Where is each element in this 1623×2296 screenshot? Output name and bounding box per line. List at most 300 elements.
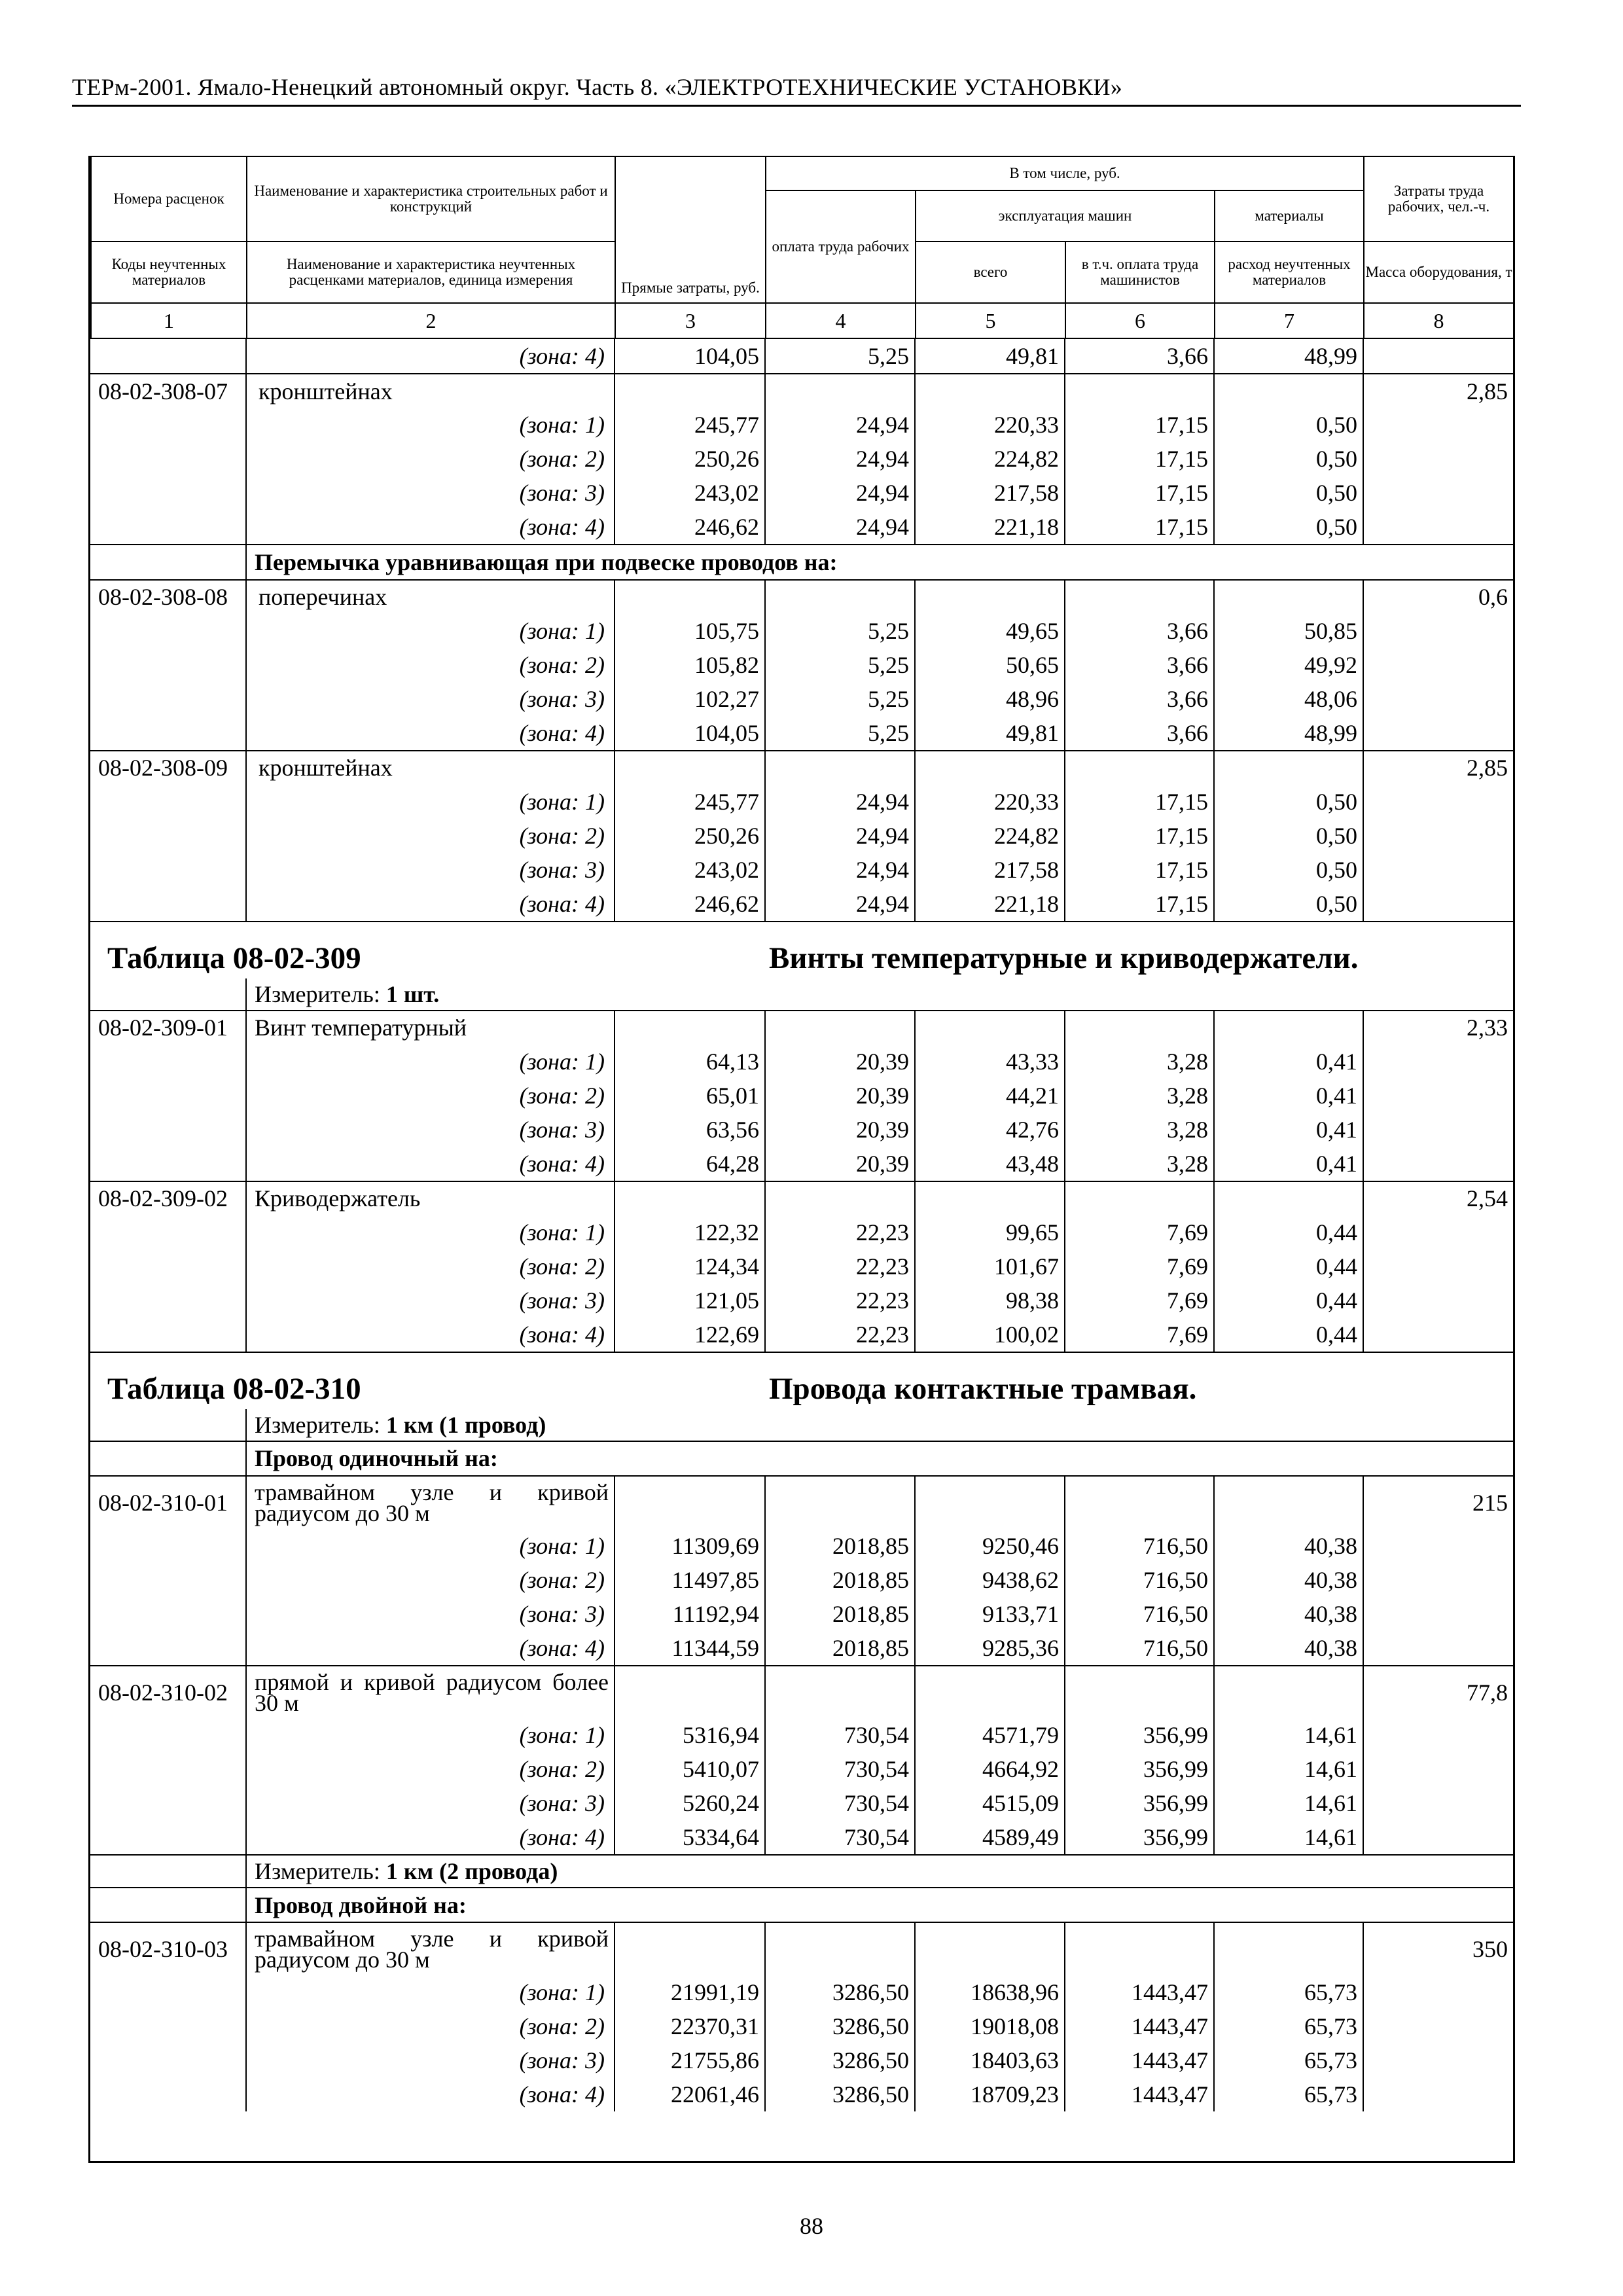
value-cell: 17,15: [1065, 442, 1214, 476]
value-cell: [765, 1011, 915, 1045]
col-labor-costs: Затраты труда рабочих, чел.-ч.: [1364, 156, 1514, 242]
col-worker-pay: оплата труда рабочих: [766, 190, 916, 303]
labor-cell: 2,85: [1363, 374, 1513, 408]
meter-value: 1 км (2 провода): [385, 1857, 558, 1884]
zone-label: (зона: 2): [246, 648, 615, 682]
value-cell: [1065, 1476, 1214, 1529]
value-cell: 121,05: [615, 1283, 765, 1318]
zone-label: (зона: 4): [246, 2077, 615, 2111]
value-cell: 20,39: [765, 1147, 915, 1181]
zone-label: (зона: 1): [246, 1215, 615, 1249]
value-cell: 40,38: [1214, 1529, 1363, 1563]
rate-code: 08-02-310-02: [90, 1666, 246, 1719]
value-cell: 21991,19: [615, 1975, 765, 2009]
col-unaccounted-materials: расход неучтенных материалов: [1215, 242, 1364, 303]
value-cell: 9250,46: [915, 1529, 1065, 1563]
item-name: кронштейнах: [246, 751, 615, 785]
value-cell: 2018,85: [765, 1631, 915, 1666]
value-cell: 0,41: [1214, 1113, 1363, 1147]
value-cell: 221,18: [915, 510, 1065, 545]
value-cell: 1443,47: [1065, 1975, 1214, 2009]
table-row: [90, 1113, 1513, 1147]
table-title-row: [90, 1352, 1513, 1409]
value-cell: 50,85: [1214, 614, 1363, 648]
value-cell: 50,65: [915, 648, 1065, 682]
rate-code-cell: [90, 1147, 246, 1181]
labor-cell: [1363, 2043, 1513, 2077]
value-cell: 0,41: [1214, 1045, 1363, 1079]
value-cell: 243,02: [615, 853, 765, 887]
labor-cell: [1363, 1147, 1513, 1181]
table-row: [90, 1752, 1513, 1786]
header-rule: [72, 105, 1521, 107]
value-cell: [1214, 374, 1363, 408]
value-cell: 11309,69: [615, 1529, 765, 1563]
zone-label: (зона: 2): [246, 2009, 615, 2043]
value-cell: 40,38: [1214, 1563, 1363, 1597]
col-name-bottom: Наименование и характеристика неучтенных расценками материалов, единица измерения: [247, 242, 615, 303]
value-cell: 9438,62: [915, 1563, 1065, 1597]
table-label: Таблица 08-02-310: [90, 1352, 765, 1409]
value-cell: 11497,85: [615, 1563, 765, 1597]
table-row: [90, 2077, 1513, 2111]
col-number: 1: [91, 303, 247, 338]
rate-code-cell: [90, 1719, 246, 1753]
table-row: [90, 2009, 1513, 2043]
value-cell: 0,41: [1214, 1079, 1363, 1113]
col-number: 7: [1215, 303, 1364, 338]
value-cell: 2018,85: [765, 1529, 915, 1563]
value-cell: 0,44: [1214, 1249, 1363, 1283]
zone-label: (зона: 1): [246, 408, 615, 442]
value-cell: 5410,07: [615, 1752, 765, 1786]
rate-code-cell: [90, 2009, 246, 2043]
labor-cell: [1363, 1786, 1513, 1820]
meter-row: [90, 1409, 1513, 1441]
table-row: [90, 716, 1513, 751]
value-cell: [765, 1666, 915, 1719]
value-cell: 716,50: [1065, 1529, 1214, 1563]
value-cell: 1443,47: [1065, 2043, 1214, 2077]
rate-code-cell: [90, 476, 246, 510]
rate-code: 08-02-310-01: [90, 1476, 246, 1529]
table-title: Винты температурные и криводержатели.: [765, 922, 1513, 978]
value-cell: 5,25: [765, 339, 915, 374]
rate-code-cell: [90, 716, 246, 751]
table-row: [90, 887, 1513, 922]
zone-label: (зона: 4): [246, 1318, 615, 1352]
value-cell: 48,06: [1214, 682, 1363, 716]
labor-cell: [1363, 1631, 1513, 1666]
value-cell: 0,50: [1214, 442, 1363, 476]
blank-cell: [90, 978, 246, 1011]
rate-code-cell: [90, 1597, 246, 1631]
zone-label: (зона: 3): [246, 1283, 615, 1318]
value-cell: 250,26: [615, 442, 765, 476]
value-cell: [1214, 751, 1363, 785]
labor-cell: [1363, 1079, 1513, 1113]
zone-label: (зона: 4): [246, 1820, 615, 1855]
value-cell: 17,15: [1065, 853, 1214, 887]
col-number: 5: [916, 303, 1065, 338]
zone-label: (зона: 1): [246, 1975, 615, 2009]
rate-code-cell: [90, 887, 246, 922]
value-cell: 356,99: [1065, 1752, 1214, 1786]
value-cell: 11344,59: [615, 1631, 765, 1666]
table-row: [90, 2043, 1513, 2077]
value-cell: 49,81: [915, 716, 1065, 751]
value-cell: [915, 1476, 1065, 1529]
value-cell: [615, 1476, 765, 1529]
blank-cell: [90, 1441, 246, 1477]
rate-code-cell: [90, 853, 246, 887]
rate-code-cell: [90, 1786, 246, 1820]
value-cell: 44,21: [915, 1079, 1065, 1113]
value-cell: [615, 1181, 765, 1216]
value-cell: 17,15: [1065, 408, 1214, 442]
zone-label: (зона: 2): [246, 1249, 615, 1283]
value-cell: 104,05: [615, 339, 765, 374]
value-cell: [1214, 1476, 1363, 1529]
value-cell: [765, 1922, 915, 1975]
value-cell: 0,50: [1214, 510, 1363, 545]
section-heading-text: Перемычка уравнивающая при подвеске проводов на:: [246, 545, 1513, 580]
labor-cell: [1363, 785, 1513, 819]
table-row: [90, 339, 1513, 374]
value-cell: 20,39: [765, 1045, 915, 1079]
value-cell: 5,25: [765, 682, 915, 716]
labor-cell: 0,6: [1363, 580, 1513, 615]
value-cell: 0,50: [1214, 408, 1363, 442]
value-cell: [615, 751, 765, 785]
zone-label: (зона: 3): [246, 476, 615, 510]
zone-label: (зона: 1): [246, 1045, 615, 1079]
value-cell: 42,76: [915, 1113, 1065, 1147]
item-name: Винт температурный: [246, 1011, 615, 1045]
table-row: [90, 1631, 1513, 1666]
labor-cell: [1363, 1529, 1513, 1563]
table-row: [90, 1597, 1513, 1631]
rate-code-cell: [90, 442, 246, 476]
labor-cell: [1363, 819, 1513, 853]
value-cell: [915, 374, 1065, 408]
table-row: [90, 785, 1513, 819]
value-cell: [1214, 1922, 1363, 1975]
labor-cell: [1363, 887, 1513, 922]
value-cell: 65,01: [615, 1079, 765, 1113]
value-cell: [915, 1922, 1065, 1975]
value-cell: 22,23: [765, 1249, 915, 1283]
value-cell: 18638,96: [915, 1975, 1065, 2009]
table-row: [90, 408, 1513, 442]
value-cell: [615, 580, 765, 615]
col-materials: материалы: [1215, 190, 1364, 242]
value-cell: 0,41: [1214, 1147, 1363, 1181]
col-name-top: Наименование и характеристика строительных работ и конструкций: [247, 156, 615, 242]
rate-code: 08-02-308-09: [90, 751, 246, 785]
value-cell: 730,54: [765, 1752, 915, 1786]
table-title: Провода контактные трамвая.: [765, 1352, 1513, 1409]
zone-label: (зона: 3): [246, 682, 615, 716]
value-cell: 9285,36: [915, 1631, 1065, 1666]
value-cell: 22061,46: [615, 2077, 765, 2111]
rate-code-cell: [90, 408, 246, 442]
table-header: [90, 156, 1514, 339]
value-cell: 3286,50: [765, 2009, 915, 2043]
rate-code-cell: [90, 1045, 246, 1079]
item-name: поперечинах: [246, 580, 615, 615]
value-cell: 245,77: [615, 785, 765, 819]
labor-cell: 2,54: [1363, 1181, 1513, 1216]
value-cell: [615, 374, 765, 408]
value-cell: 100,02: [915, 1318, 1065, 1352]
section-heading: [90, 545, 1513, 580]
value-cell: 20,39: [765, 1113, 915, 1147]
zone-label: (зона: 3): [246, 1786, 615, 1820]
value-cell: 3286,50: [765, 2043, 915, 2077]
table-row: [90, 648, 1513, 682]
value-cell: 5,25: [765, 614, 915, 648]
meter-value: 1 км (1 провод): [385, 1411, 546, 1438]
col-number: 8: [1364, 303, 1514, 338]
value-cell: 17,15: [1065, 785, 1214, 819]
blank-cell: [90, 545, 246, 580]
labor-cell: [1363, 1820, 1513, 1855]
value-cell: 3,28: [1065, 1113, 1214, 1147]
value-cell: 105,75: [615, 614, 765, 648]
table-row: [90, 1079, 1513, 1113]
value-cell: 105,82: [615, 648, 765, 682]
value-cell: 3,28: [1065, 1079, 1214, 1113]
page-number: 88: [800, 2213, 823, 2239]
rate-code-cell: [90, 819, 246, 853]
table-row: [90, 1249, 1513, 1283]
value-cell: 4589,49: [915, 1820, 1065, 1855]
value-cell: 224,82: [915, 442, 1065, 476]
zone-label: (зона: 4): [246, 1631, 615, 1666]
rate-code-cell: [90, 339, 246, 374]
value-cell: 11192,94: [615, 1597, 765, 1631]
value-cell: 14,61: [1214, 1752, 1363, 1786]
value-cell: 220,33: [915, 408, 1065, 442]
value-cell: 250,26: [615, 819, 765, 853]
labor-cell: 215: [1363, 1476, 1513, 1529]
table-row: [90, 682, 1513, 716]
zone-label: (зона: 4): [246, 339, 615, 374]
rate-code-cell: [90, 2043, 246, 2077]
labor-cell: [1363, 510, 1513, 545]
rate-code-cell: [90, 1631, 246, 1666]
value-cell: 2018,85: [765, 1563, 915, 1597]
value-cell: [1065, 1181, 1214, 1216]
value-cell: 24,94: [765, 887, 915, 922]
item-name: Криводержатель: [246, 1181, 615, 1216]
value-cell: 40,38: [1214, 1631, 1363, 1666]
value-cell: 17,15: [1065, 510, 1214, 545]
rate-code-cell: [90, 785, 246, 819]
zone-label: (зона: 2): [246, 1752, 615, 1786]
running-header: ТЕРм-2001. Ямало-Ненецкий автономный округ. Часть 8. «ЭЛЕКТРОТЕХНИЧЕСКИЕ УСТАНОВКИ»: [72, 74, 1123, 100]
labor-cell: [1363, 1113, 1513, 1147]
table-row: [90, 1318, 1513, 1352]
value-cell: 24,94: [765, 819, 915, 853]
table-row: [90, 1820, 1513, 1855]
labor-cell: [1363, 1563, 1513, 1597]
value-cell: 3,66: [1065, 682, 1214, 716]
value-cell: 14,61: [1214, 1786, 1363, 1820]
value-cell: 221,18: [915, 887, 1065, 922]
value-cell: 3,66: [1065, 716, 1214, 751]
col-number: 3: [615, 303, 766, 338]
meter-row: [90, 1855, 1513, 1888]
table-row: [90, 1147, 1513, 1181]
value-cell: [1214, 1666, 1363, 1719]
value-cell: [765, 751, 915, 785]
rate-code-cell: [90, 614, 246, 648]
table-row: [90, 1283, 1513, 1318]
value-cell: [1214, 1181, 1363, 1216]
labor-cell: [1363, 2009, 1513, 2043]
zone-label: (зона: 2): [246, 1079, 615, 1113]
rate-code: 08-02-308-07: [90, 374, 246, 408]
value-cell: [765, 580, 915, 615]
value-cell: 24,94: [765, 476, 915, 510]
value-cell: 104,05: [615, 716, 765, 751]
value-cell: 0,50: [1214, 887, 1363, 922]
value-cell: 20,39: [765, 1079, 915, 1113]
value-cell: 3286,50: [765, 2077, 915, 2111]
value-cell: 122,69: [615, 1318, 765, 1352]
value-cell: 356,99: [1065, 1719, 1214, 1753]
value-cell: 4571,79: [915, 1719, 1065, 1753]
value-cell: 2018,85: [765, 1597, 915, 1631]
labor-cell: [1363, 716, 1513, 751]
value-cell: 7,69: [1065, 1249, 1214, 1283]
labor-cell: [1363, 442, 1513, 476]
labor-cell: 350: [1363, 1922, 1513, 1975]
value-cell: 220,33: [915, 785, 1065, 819]
table-row: [90, 510, 1513, 545]
value-cell: 5334,64: [615, 1820, 765, 1855]
col-operator-pay: в т.ч. оплата труда машинистов: [1065, 242, 1215, 303]
value-cell: 1443,47: [1065, 2009, 1214, 2043]
value-cell: 3,28: [1065, 1147, 1214, 1181]
value-cell: 65,73: [1214, 2009, 1363, 2043]
rate-code: 08-02-308-08: [90, 580, 246, 615]
value-cell: 124,34: [615, 1249, 765, 1283]
value-cell: [765, 374, 915, 408]
meter-value: 1 шт.: [385, 980, 440, 1007]
section-heading: [90, 1888, 1513, 1923]
value-cell: [1065, 580, 1214, 615]
value-cell: [915, 1011, 1065, 1045]
value-cell: 217,58: [915, 853, 1065, 887]
labor-cell: [1363, 476, 1513, 510]
value-cell: 730,54: [765, 1719, 915, 1753]
value-cell: 63,56: [615, 1113, 765, 1147]
value-cell: 101,67: [915, 1249, 1065, 1283]
col-number: 2: [247, 303, 615, 338]
value-cell: [1065, 1922, 1214, 1975]
zone-label: (зона: 4): [246, 887, 615, 922]
value-cell: 24,94: [765, 853, 915, 887]
value-cell: [1214, 580, 1363, 615]
value-cell: 48,99: [1214, 716, 1363, 751]
labor-cell: [1363, 614, 1513, 648]
zone-label: (зона: 4): [246, 510, 615, 545]
meter-cell: [246, 1855, 1513, 1888]
labor-cell: [1363, 1215, 1513, 1249]
value-cell: 716,50: [1065, 1563, 1214, 1597]
value-cell: 217,58: [915, 476, 1065, 510]
value-cell: 64,13: [615, 1045, 765, 1079]
value-cell: [615, 1011, 765, 1045]
value-cell: 24,94: [765, 442, 915, 476]
labor-cell: 77,8: [1363, 1666, 1513, 1719]
value-cell: 5,25: [765, 716, 915, 751]
table-row: [90, 1181, 1513, 1216]
labor-cell: [1363, 1719, 1513, 1753]
value-cell: 243,02: [615, 476, 765, 510]
value-cell: 5316,94: [615, 1719, 765, 1753]
value-cell: 5,25: [765, 648, 915, 682]
rate-code-cell: [90, 1113, 246, 1147]
item-name: трамвайном узле и кривой радиусом до 30 м: [246, 1922, 615, 1975]
labor-cell: [1363, 1249, 1513, 1283]
value-cell: 49,92: [1214, 648, 1363, 682]
value-cell: 1443,47: [1065, 2077, 1214, 2111]
value-cell: 65,73: [1214, 2077, 1363, 2111]
value-cell: 4515,09: [915, 1786, 1065, 1820]
zone-label: (зона: 1): [246, 1719, 615, 1753]
value-cell: 3286,50: [765, 1975, 915, 2009]
value-cell: 17,15: [1065, 476, 1214, 510]
value-cell: [765, 1181, 915, 1216]
labor-cell: [1363, 1283, 1513, 1318]
value-cell: 716,50: [1065, 1631, 1214, 1666]
value-cell: 0,50: [1214, 785, 1363, 819]
value-cell: 22,23: [765, 1318, 915, 1352]
value-cell: 3,28: [1065, 1045, 1214, 1079]
rate-code-cell: [90, 1975, 246, 2009]
table-row: [90, 1529, 1513, 1563]
table-row: [90, 1922, 1513, 1975]
value-cell: 48,96: [915, 682, 1065, 716]
item-name: прямой и кривой радиусом более 30 м: [246, 1666, 615, 1719]
labor-cell: [1363, 339, 1513, 374]
value-cell: [915, 1666, 1065, 1719]
zone-label: (зона: 1): [246, 785, 615, 819]
table-row: [90, 476, 1513, 510]
value-cell: 102,27: [615, 682, 765, 716]
zone-label: (зона: 3): [246, 2043, 615, 2077]
labor-cell: [1363, 1318, 1513, 1352]
table-row: [90, 1476, 1513, 1529]
table-row: [90, 1719, 1513, 1753]
value-cell: 730,54: [765, 1786, 915, 1820]
table-row: [90, 580, 1513, 615]
labor-cell: [1363, 682, 1513, 716]
zone-label: (зона: 1): [246, 1529, 615, 1563]
rate-code: 08-02-309-02: [90, 1181, 246, 1216]
value-cell: 65,73: [1214, 2043, 1363, 2077]
table-title-row: [90, 922, 1513, 978]
zone-label: (зона: 1): [246, 614, 615, 648]
value-cell: 3,66: [1065, 648, 1214, 682]
value-cell: 49,65: [915, 614, 1065, 648]
value-cell: 14,61: [1214, 1820, 1363, 1855]
blank-cell: [90, 1409, 246, 1441]
